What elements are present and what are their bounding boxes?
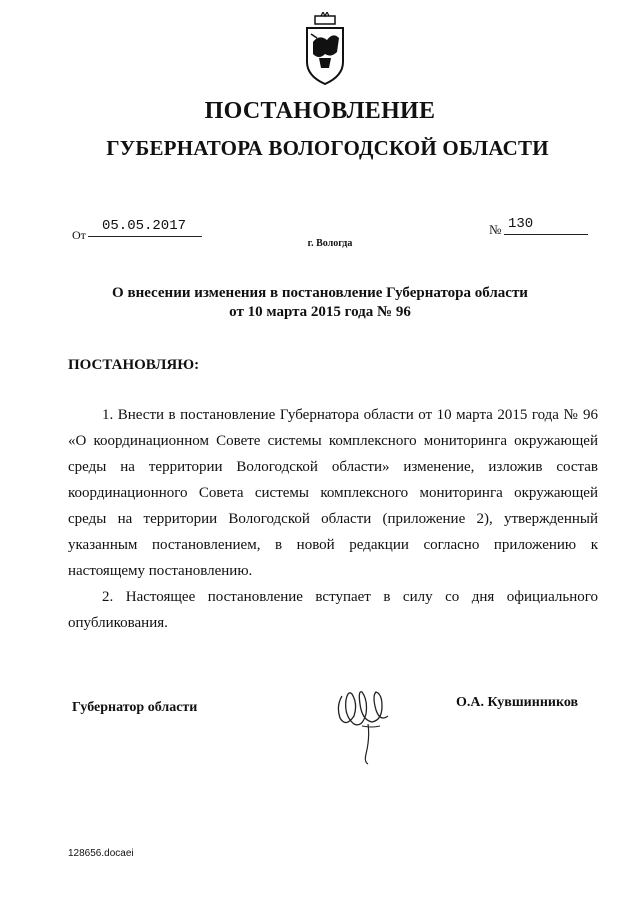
document-body <box>68 402 598 636</box>
document-subject <box>0 284 640 322</box>
signatory-name: О.А. Кувшинников <box>456 695 579 710</box>
paragraph-1: 1. Внести в постановление Губернатора области от 10 марта 2015 года № 96 «О координационном Совете системы комплексного мониторинга окружающей среды на территории Вологодской области» изменение, изложив состав координационного Совета системы комплексного мониторинга окружающей среды на территории Вологодской области (приложение 2), утвержденный указанным постановлением, в новой редакции согласно приложению к настоящему постановлению. <box>68 407 598 579</box>
document-date: 05.05.2017 <box>88 218 202 237</box>
document-subtitle: ГУБЕРНАТОРА ВОЛОГОДСКОЙ ОБЛАСТИ <box>106 136 549 160</box>
document-number: 130 <box>504 216 588 235</box>
subject-line-2: от 10 марта 2015 года № 96 <box>229 304 411 320</box>
signatory-position: Губернатор области <box>72 700 198 715</box>
decree-heading: ПОСТАНОВЛЯЮ: <box>68 357 200 373</box>
document-id: 128656.docaei <box>68 848 134 859</box>
coat-of-arms-icon <box>301 12 349 92</box>
number-label: № <box>489 222 502 237</box>
paragraph-2: 2. Настоящее постановление вступает в силу со дня официального опубликования. <box>68 589 598 631</box>
subject-line-1: О внесении изменения в постановление Губернатора области <box>112 285 528 301</box>
handwritten-signature-icon <box>332 676 394 766</box>
document-title: ПОСТАНОВЛЕНИЕ <box>204 98 436 124</box>
date-label: От <box>72 228 86 242</box>
city-label: г. Вологда <box>307 238 353 249</box>
